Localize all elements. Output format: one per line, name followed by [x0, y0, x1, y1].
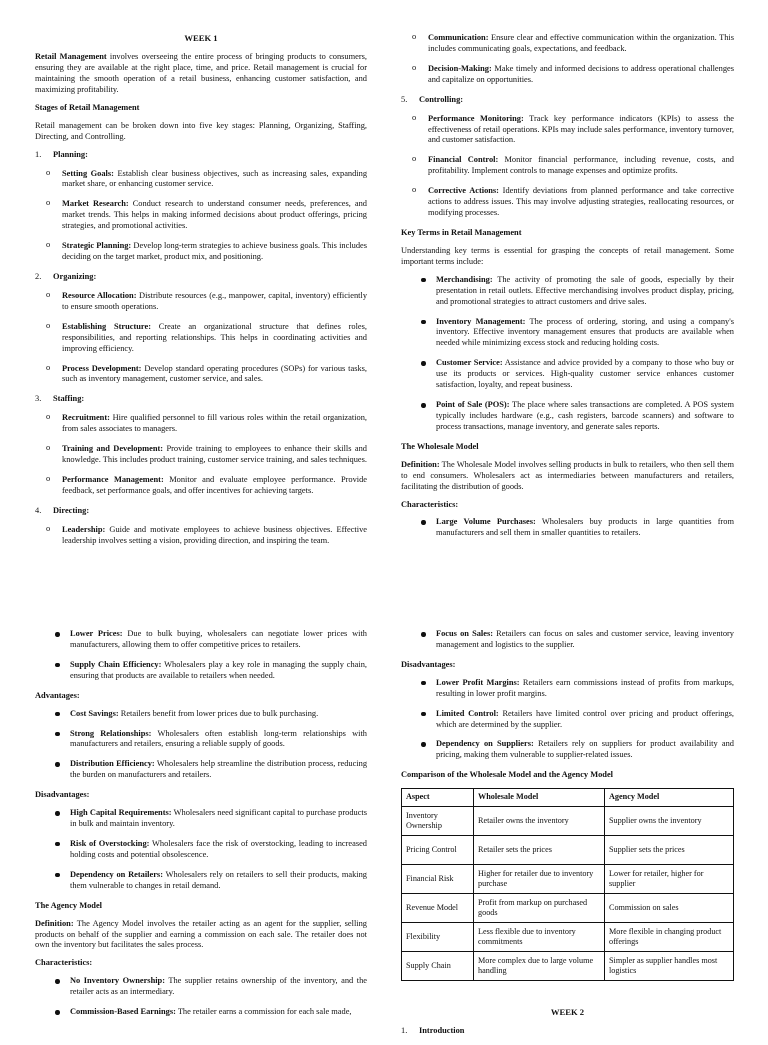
intro-paragraph	[35, 52, 367, 96]
table-header-cell: Aspect	[402, 789, 474, 807]
section-heading: 4. Directing:	[35, 505, 90, 515]
table-cell: Inventory Ownership	[402, 807, 474, 836]
table-header-cell: Agency Model	[605, 789, 734, 807]
table-row	[402, 807, 734, 836]
list-item: Inventory Management: The process of ordering, storing, and using a company's inventory. Effective inventory management ensures that products are available when needed while minimizing excess stock and reducing holding costs.	[401, 317, 734, 350]
section-heading: 2. Organizing:	[35, 272, 97, 281]
week-title: WEEK 1	[184, 33, 218, 43]
list-item: Lower Prices: Due to bulk buying, wholesalers can negotiate lower prices with manufacturers, allowing them to offer competitive prices to retailers.	[35, 629, 367, 651]
list-item: o Process Development: Develop standard operating procedures (SOPs) for various tasks, such as inventory management, customer service, and sales.	[35, 364, 367, 386]
table-cell: Supplier owns the inventory	[605, 807, 734, 836]
bottom-left-column	[35, 629, 367, 1027]
disadvantages-heading: Disadvantages:	[35, 790, 90, 800]
list-item: Limited Control: Retailers have limited control over pricing and product offerings, which are determined by the supplier.	[401, 709, 734, 731]
list-item: o Resource Allocation: Distribute resources (e.g., manpower, capital, inventory) efficiently to ensure smooth operations.	[35, 291, 367, 313]
list-item: Risk of Overstocking: Wholesalers face the risk of overstocking, leading to increased holding costs and potential obsolescence.	[35, 839, 367, 861]
list-item: o Corrective Actions: Identify deviations from planned performance and take corrective actions to address issues. This may involve adjusting strategies, reallocating resources, or modifying processes.	[401, 186, 734, 219]
week2-title: WEEK 2	[550, 1007, 585, 1018]
table-cell: Higher for retailer due to inventory purchase	[474, 865, 605, 894]
disadvantages-heading: Disadvantages:	[401, 659, 456, 669]
comparison-heading: Comparison of the Wholesale Model and the Agency Model	[401, 770, 614, 780]
section-heading: 1. Introduction	[401, 1026, 465, 1036]
list-item: o Communication: Ensure clear and effective communication within the organization. This includes communicating goals, expectations, and feedback.	[401, 33, 734, 55]
stages-intro: Retail management can be broken down into five key stages: Planning, Organizing, Staffing, Directing, and Controlling.	[35, 120, 367, 141]
section-organizing	[35, 272, 367, 385]
list-item: Dependency on Suppliers: Retailers rely on suppliers for product availability and pricing, making them vulnerable to supplier-related issues.	[401, 739, 734, 761]
top-left-column	[35, 33, 367, 556]
table-cell: Less flexible due to inventory commitments	[474, 923, 605, 952]
characteristics-heading: Characteristics:	[35, 958, 93, 968]
section-heading: 5. Controlling:	[401, 94, 464, 104]
list-item: o Performance Management: Monitor and evaluate employee performance. Provide feedback, set performance goals, and offer incentives for achieving targets.	[35, 475, 367, 497]
table-cell: Simpler as supplier handles most logistics	[605, 952, 734, 981]
list-item: Focus on Sales: Retailers can focus on sales and customer service, leaving inventory management and logistics to the supplier.	[401, 629, 734, 651]
list-item: Point of Sale (POS): The place where sales transactions are completed. A POS system typically includes hardware (e.g., cash registers, barcode scanners) and software to process transactions, manage inventory, and generate sales reports.	[401, 400, 734, 433]
wholesale-heading: The Wholesale Model	[401, 441, 479, 451]
list-item: o Financial Control: Monitor financial performance, including revenue, costs, and profitability. Implement controls to manage expenses and optimize profits.	[401, 155, 734, 177]
intro-term: Retail Management	[35, 52, 107, 62]
table-cell: Supplier sets the prices	[605, 836, 734, 865]
list-item: Large Volume Purchases: Wholesalers buy products in large quantities from manufacturers and sell them in smaller quantities to retailers.	[401, 517, 734, 539]
list-item: Customer Service: Assistance and advice provided by a company to those who buy or use its products or services. High-quality customer service enhances customer satisfaction, loyalty, and repeat business.	[401, 358, 734, 391]
advantages-heading: Advantages:	[35, 690, 80, 700]
list-item: Commission-Based Earnings: The retailer earns a commission for each sale made,	[35, 1007, 367, 1018]
top-right-column	[401, 33, 734, 548]
table-cell: Commission on sales	[605, 894, 734, 923]
table-row	[402, 894, 734, 923]
table-header-row	[402, 789, 734, 807]
list-item: o Leadership: Guide and motivate employees to achieve business objectives. Effective leadership involves setting a vision, providing direction, and inspiring the team.	[35, 525, 367, 547]
table-row	[402, 836, 734, 865]
table-row	[402, 952, 734, 981]
section-heading: 1. Planning:	[35, 149, 88, 159]
table-cell: Supply Chain	[402, 952, 474, 981]
table-cell: More flexible in changing product offerings	[605, 923, 734, 952]
section-staffing	[35, 394, 367, 496]
table-cell: Pricing Control	[402, 836, 474, 865]
list-item: o Decision-Making: Make timely and informed decisions to address operational challenges and capitalize on opportunities.	[401, 64, 734, 86]
list-item: o Strategic Planning: Develop long-term strategies to achieve business goals. This includes deciding on the target market, product mix, and positioning.	[35, 241, 367, 263]
agency-heading: The Agency Model	[35, 900, 102, 910]
list-item: Distribution Efficiency: Wholesalers help streamline the distribution process, reducing the burden on manufacturers and retailers.	[35, 759, 367, 781]
table-cell: Flexibility	[402, 923, 474, 952]
bottom-right-column	[401, 629, 734, 1045]
agency-definition: Definition: The Agency Model involves the retailer acting as an agent for the supplier, selling products on behalf of the supplier and earning a commission on each sale. The retailer does not own the inventory but facilitates the sales process.	[35, 918, 367, 950]
section-heading: 3. Staffing:	[35, 394, 85, 404]
wholesale-definition: Definition: The Wholesale Model involves selling products in bulk to retailers, who then sell them to end consumers. Wholesalers act as intermediaries between manufacturers and retailers, facilitating the distribution of goods.	[401, 459, 734, 491]
list-item: Dependency on Retailers: Wholesalers rely on retailers to sell their products, making them vulnerable to changes in retail demand.	[35, 870, 367, 892]
intro-text: involves overseeing the entire process of bringing products to consumers, ensuring they are available at the right place, time, and price. Retail management is crucial for maintaining the smooth operation of a retail business, enhancing customer satisfaction, and maximizing profitability.	[35, 52, 367, 94]
list-item: No Inventory Ownership: The supplier retains ownership of the inventory, and the retailer acts as an intermediary.	[35, 976, 367, 998]
table-cell: Retailer sets the prices	[474, 836, 605, 865]
table-cell: More complex due to large volume handling	[474, 952, 605, 981]
key-terms-intro: Understanding key terms is essential for grasping the concepts of retail management. Some important terms include:	[401, 245, 734, 266]
key-terms-heading: Key Terms in Retail Management	[401, 227, 522, 237]
list-item: Strong Relationships: Wholesalers often establish long-term relationships with manufacturers and retailers, ensuring a reliable supply of goods.	[35, 729, 367, 751]
list-item: Lower Profit Margins: Retailers earn commissions instead of profits from markups, resulting in lower profit margins.	[401, 678, 734, 700]
list-item: o Establishing Structure: Create an organizational structure that defines roles, responsibilities, and reporting relationships. This helps in coordinating activities and improving efficiency.	[35, 322, 367, 355]
characteristics-heading: Characteristics:	[401, 499, 459, 509]
list-item: o Setting Goals: Establish clear business objectives, such as increasing sales, expanding market share, or enhancing customer service.	[35, 169, 367, 191]
table-cell: Retailer owns the inventory	[474, 807, 605, 836]
section-directing	[35, 506, 367, 547]
list-item: Supply Chain Efficiency: Wholesalers play a key role in managing the supply chain, ensuring that products are available to retailers when needed.	[35, 660, 367, 682]
table-cell: Lower for retailer, higher for supplier	[605, 865, 734, 894]
table-header-cell: Wholesale Model	[474, 789, 605, 807]
table-cell: Profit from markup on purchased goods	[474, 894, 605, 923]
list-item: Cost Savings: Retailers benefit from lower prices due to bulk purchasing.	[35, 709, 367, 720]
comparison-table	[401, 788, 734, 981]
list-item: o Recruitment: Hire qualified personnel to fill various roles within the retail organization, from sales associates to managers.	[35, 413, 367, 435]
table-cell: Revenue Model	[402, 894, 474, 923]
section-planning	[35, 150, 367, 263]
list-item: o Training and Development: Provide training to employees to enhance their skills and knowledge. This includes product training, customer service training, and sales techniques.	[35, 444, 367, 466]
table-row	[402, 923, 734, 952]
list-item: High Capital Requirements: Wholesalers need significant capital to purchase products in bulk and maintain inventory.	[35, 808, 367, 830]
list-item: o Performance Monitoring: Track key performance indicators (KPIs) to assess the effectiveness of retail operations. KPIs may include sales performance, inventory turnover, and customer satisfaction.	[401, 114, 734, 147]
list-item: Merchandising: The activity of promoting the sale of goods, especially by their presentation in retail outlets. Effective merchandising involves product display, pricing, and promotional strategies to attract customers and drive sales.	[401, 275, 734, 308]
stages-heading: Stages of Retail Management	[35, 102, 140, 112]
table-row	[402, 865, 734, 894]
table-cell: Financial Risk	[402, 865, 474, 894]
list-item: o Market Research: Conduct research to understand consumer needs, preferences, and market trends. This helps in making informed decisions about product offerings, pricing strategies, and promotional activities.	[35, 199, 367, 232]
